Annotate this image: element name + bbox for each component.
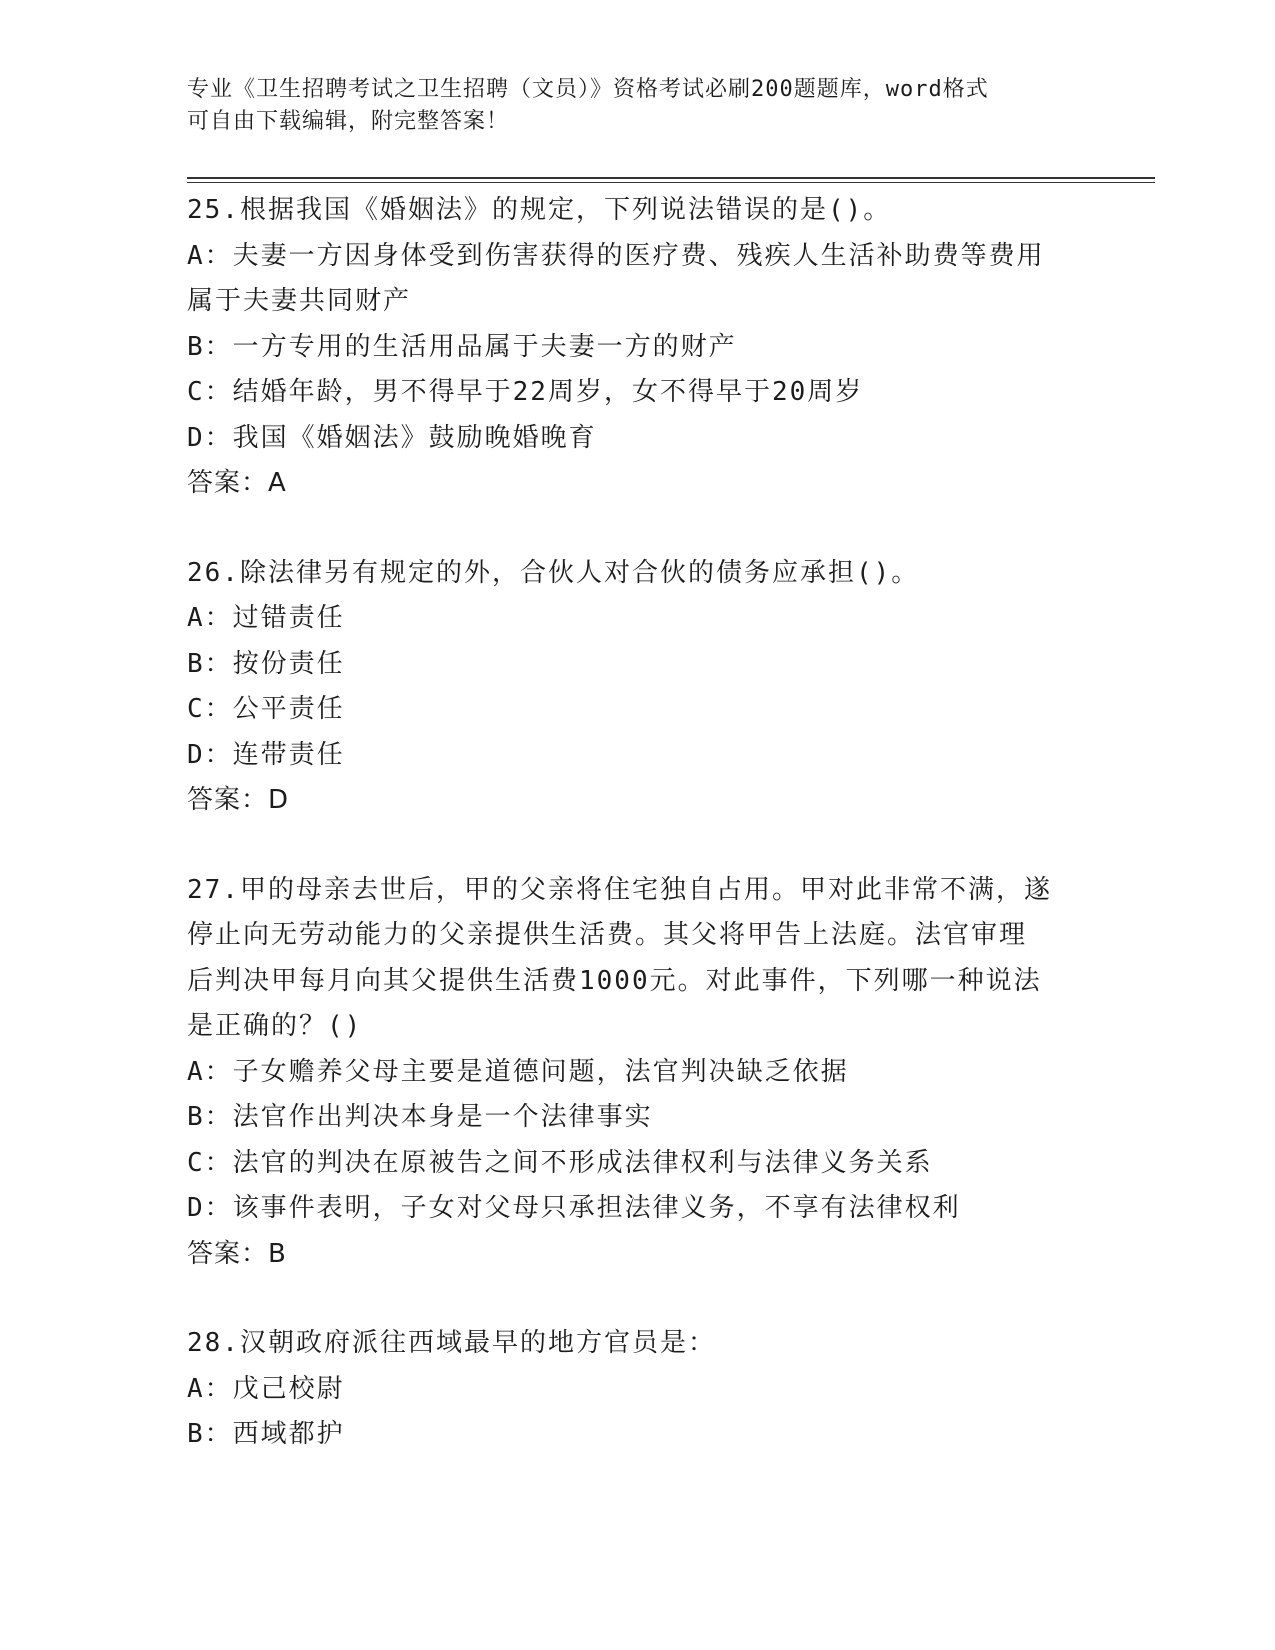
header-divider-thin (187, 182, 1155, 183)
question-block (187, 188, 1087, 507)
option-line: B：一方专用的生活用品属于夫妻一方的财产 (187, 331, 737, 362)
question-stem: 是正确的？() (187, 1011, 363, 1041)
option-line: A：子女赡养父母主要是道德问题，法官判决缺乏依据 (187, 1056, 849, 1087)
answer-line: 答案：D (187, 785, 290, 815)
document-header (187, 74, 1067, 138)
question-block (187, 868, 1087, 1278)
option-line: D：该事件表明，子女对父母只承担法律义务，不享有法律权利 (187, 1193, 961, 1223)
option-line: B：西域都护 (187, 1419, 345, 1449)
question-stem: 停止向无劳动能力的父亲提供生活费。其父将甲告上法庭。法官审理 (187, 920, 1028, 950)
question-stem: 27.甲的母亲去世后，甲的父亲将住宅独自占用。甲对此非常不满，遂 (187, 874, 1052, 905)
option-line: B：按份责任 (187, 648, 345, 679)
question-stem: 26.除法律另有规定的外，合伙人对合伙的债务应承担()。 (187, 557, 920, 588)
question-block (187, 1321, 1087, 1458)
option-line: A：夫妻一方因身体受到伤害获得的医疗费、残疾人生活补助费等费用 (187, 240, 1045, 271)
question-stem: 25.根据我国《婚姻法》的规定，下列说法错误的是()。 (187, 195, 892, 225)
answer-line: 答案：B (187, 1238, 287, 1269)
option-line: C：结婚年龄，男不得早于22周岁，女不得早于20周岁 (187, 377, 864, 407)
option-line: 属于夫妻共同财产 (187, 286, 412, 316)
option-line: B：法官作出判决本身是一个法律事实 (187, 1102, 653, 1132)
answer-line: 答案：A (187, 468, 287, 498)
option-line: D：我国《婚姻法》鼓励晚婚晚育 (187, 422, 597, 453)
option-line: D：连带责任 (187, 739, 345, 770)
question-stem: 后判决甲每月向其父提供生活费1000元。对此事件，下列哪一种说法 (187, 965, 1042, 996)
option-line: C：法官的判决在原被告之间不形成法律权利与法律义务关系 (187, 1147, 933, 1178)
header-line-1: 专业《卫生招聘考试之卫生招聘（文员）》资格考试必刷200题题库，word格式 (187, 77, 989, 102)
question-block (187, 551, 1087, 824)
header-divider-thick (187, 177, 1155, 179)
option-line: C：公平责任 (187, 694, 345, 724)
question-stem: 28.汉朝政府派往西域最早的地方官员是： (187, 1328, 716, 1358)
question-list (187, 188, 1087, 1502)
option-line: A：戊己校尉 (187, 1373, 345, 1404)
header-line-2: 可自由下载编辑，附完整答案！ (187, 109, 510, 134)
option-line: A：过错责任 (187, 603, 345, 633)
